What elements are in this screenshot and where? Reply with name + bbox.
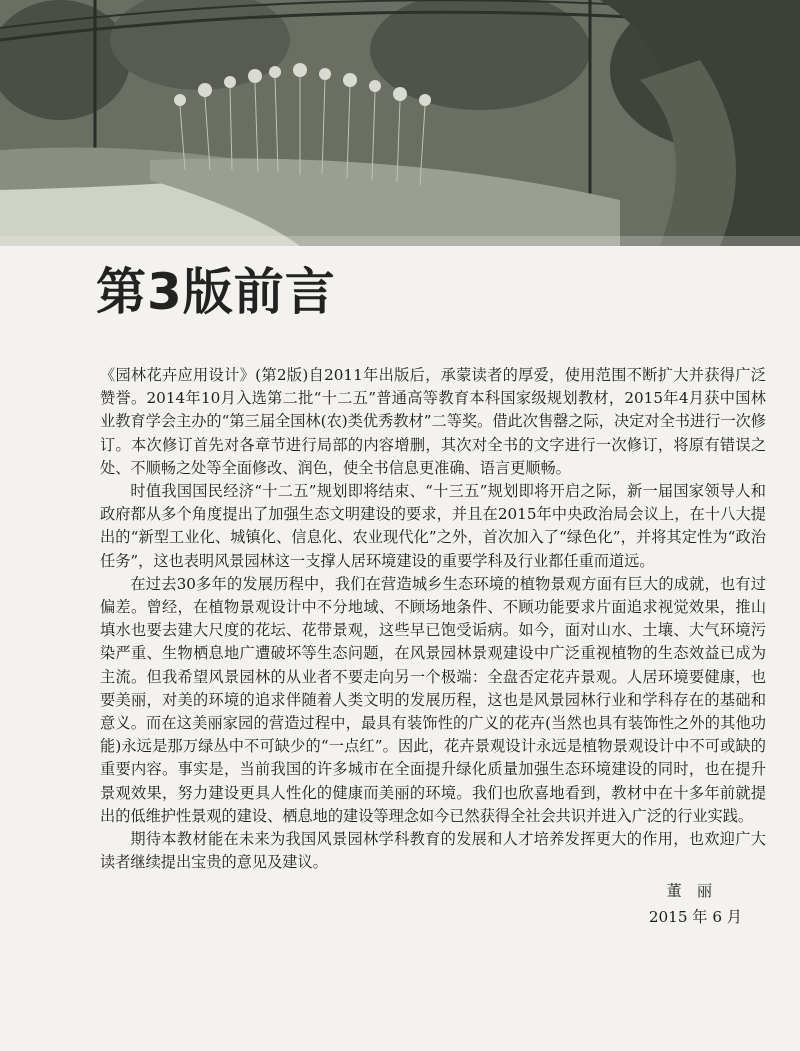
paragraph: 期待本教材能在未来为我国风景园林学科教育的发展和人才培养发挥更大的作用，也欢迎广大读者继续提出宝贵的意见及建议。 <box>100 830 766 872</box>
preface-body <box>100 364 766 874</box>
author-name: 董 丽 <box>666 882 712 900</box>
paragraph: 《园林花卉应用设计》(第2版)自2011年出版后，承蒙读者的厚爱，使用范围不断扩大并获得广泛赞誉。2014年10月入选第二批“十二五”普通高等教育本科国家级规划教材，2015年4月获中国林业教育学会主办的“第三届全国林(农)类优秀教材”二等奖。借此次售罄之际，决定对全书进行一次修订。本次修订首先对各章节进行局部的内容增删，其次对全书的文字进行一次修订，将原有错误之处、不顺畅之处等全面修改、润色，使全书信息更准确、语言更顺畅。 <box>100 366 766 477</box>
preface-date: 2015 年 6 月 <box>648 908 742 926</box>
paragraph: 在过去30多年的发展历程中，我们在营造城乡生态环境的植物景观方面有巨大的成就，也有过偏差。曾经，在植物景观设计中不分地域、不顾场地条件、不顾功能要求片面追求视觉效果，推山填水也要去建大尺度的花坛、花带景观，这些早已饱受诟病。如今，面对山水、土壤、大气环境污染严重、生物栖息地广遭破坏等生态问题，在风景园林景观建设中广泛重视植物的生态效益已成为主流。但我希望风景园林的从业者不要走向另一个极端：全盘否定花卉景观。人居环境要健康，也要美丽，对美的环境的追求伴随着人类文明的发展历程，这也是风景园林行业和学科存在的基础和意义。而在这美丽家园的营造过程中，最具有装饰性的广义的花卉(当然也具有装饰性之外的其他功能)永远是那万绿丛中不可缺少的“一点红”。因此，花卉景观设计永远是植物景观设计中不可或缺的重要内容。事实是，当前我国的许多城市在全面提升绿化质量加强生态环境建设的同时，也在提升景观效果，努力建设更具人性化的健康而美丽的环境。我们也欣喜地看到，教材中在十多年前就提出的低维护性景观的建设、栖息地的建设等理念如今已然获得全社会共识并进入广泛的行业实践。 <box>100 574 766 825</box>
page-title: 第3版前言 <box>96 263 336 321</box>
garden-photo-icon <box>0 0 800 246</box>
paragraph: 时值我国国民经济“十二五”规划即将结束、“十三五”规划即将开启之际，新一届国家领导人和政府都从多个角度提出了加强生态文明建设的要求，并且在2015年中央政治局会议上，在十八大提出的“新型工业化、城镇化、信息化、农业现代化”之外，首次加入了“绿色化”，并将其定性为“政治任务”，这也表明风景园林这一支撑人居环境建设的重要学科及行业都任重而道远。 <box>100 482 766 570</box>
garden-photo <box>0 0 800 246</box>
